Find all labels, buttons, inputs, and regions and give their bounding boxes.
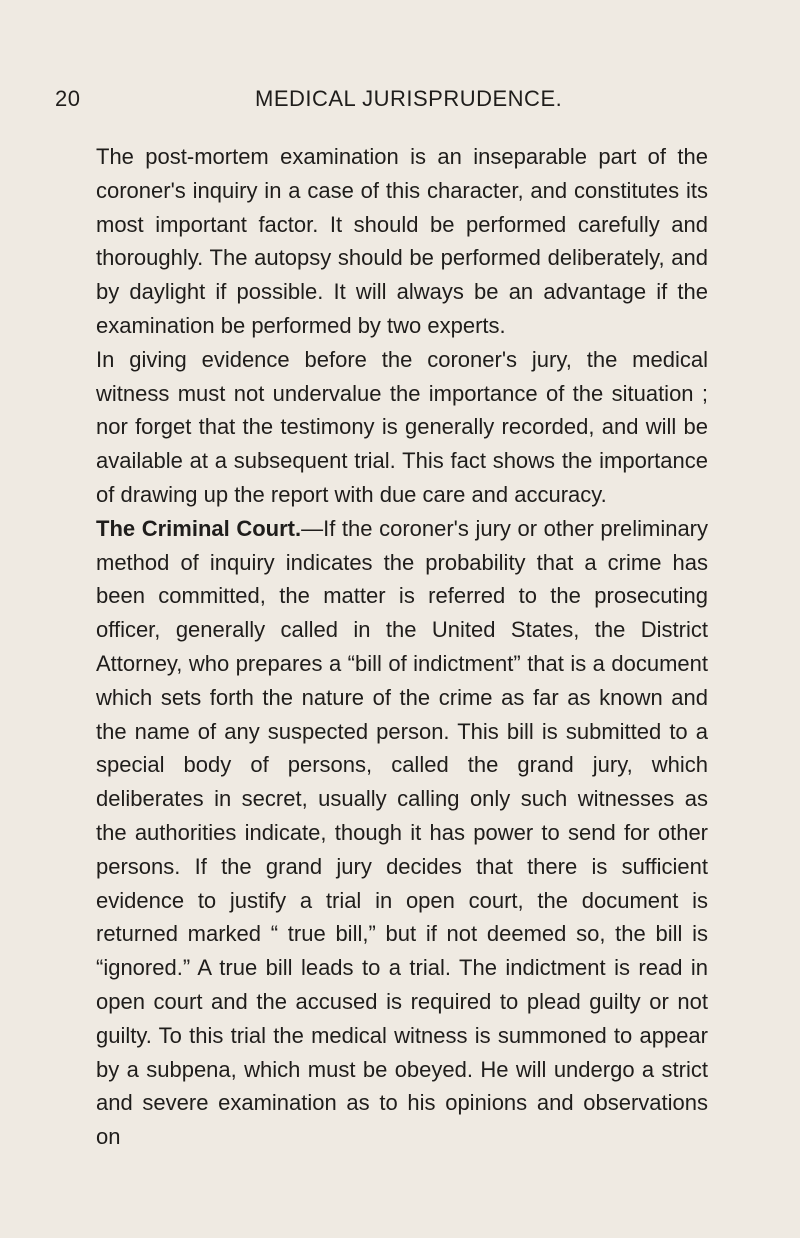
paragraph-criminal-court (96, 512, 708, 1154)
paragraph-criminal-court-text: —If the coroner's jury or other preliminary method of inquiry indicates the probability that a crime has been committed, the matter is referred to the prosecuting officer, generally called in the United States, the District Attorney, who prepares a “bill of indictment” that is a document which sets forth the nature of the crime as far as known and the name of any suspected person. This bill is submitted to a special body of persons, called the grand jury, which deliberates in secret, usually calling only such witnesses as the authorities indicate, though it has power to send for other persons. If the grand jury decides that there is sufficient evidence to justify a trial in open court, the document is returned marked “ true bill,” but if not deemed so, the bill is “ignored.” A true bill leads to a trial. The indictment is read in open court and the accused is required to plead guilty or not guilty. To this trial the medical witness is summoned to appear by a subpena, which must be obeyed. He will undergo a strict and severe examination as to his opinions and observations on (96, 515, 709, 1150)
page-number: 20 (55, 86, 81, 111)
section-heading: The Criminal Court. (96, 515, 302, 541)
running-title: MEDICAL JURISPRUDENCE. (255, 86, 563, 111)
running-head (55, 86, 755, 116)
paragraph-post-mortem: The post-mortem examination is an inseparable part of the coroner's inquiry in a case of this character, and constitutes its most important factor. It should be performed carefully and thoroughly. The autopsy should be performed deliberately, and by daylight if possible. It will always be an advantage if the examination be performed by two experts. (96, 144, 708, 338)
body-text (96, 140, 708, 1154)
paragraph-evidence: In giving evidence before the coroner's jury, the medical witness must not undervalue the importance of the situation ; nor forget that the testimony is generally recorded, and will be available at a subsequent trial. This fact shows the importance of drawing up the report with due care and accuracy. (96, 346, 708, 507)
